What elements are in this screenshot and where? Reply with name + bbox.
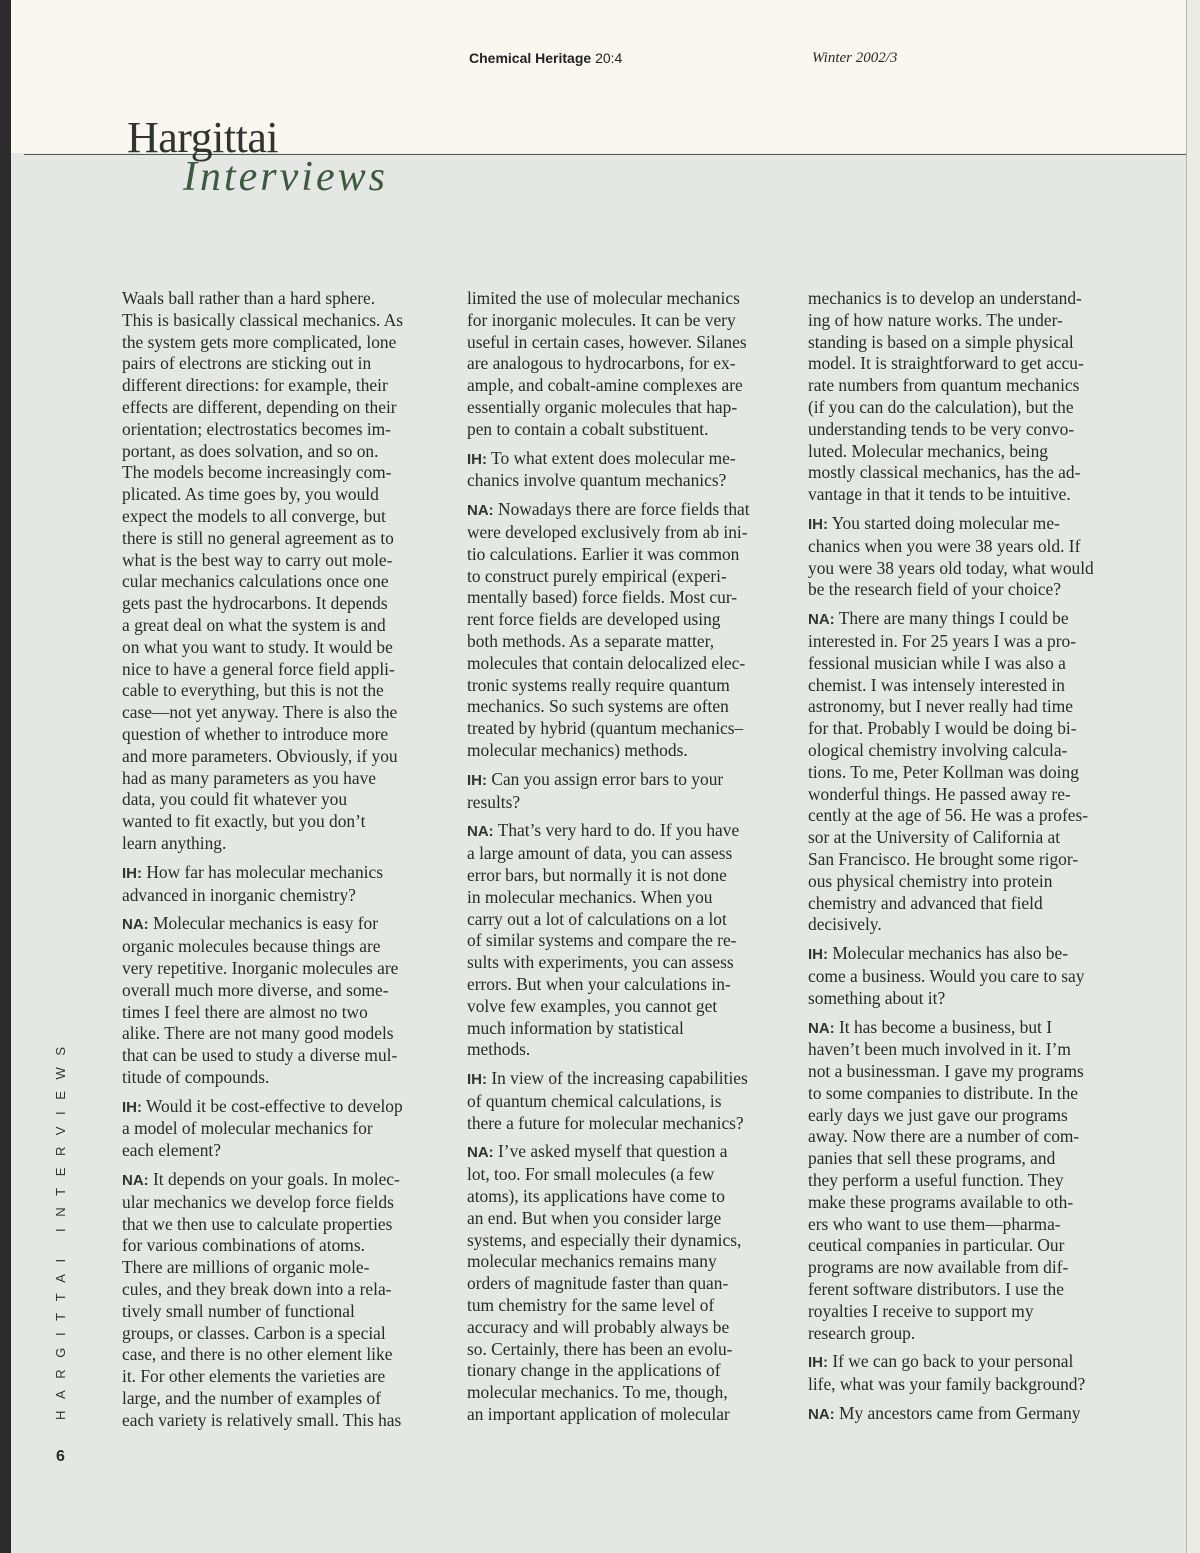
paragraph: [467, 1141, 787, 1425]
speaker-label: IH:: [808, 515, 828, 533]
paragraph: [122, 288, 442, 855]
paragraph-text: It has become a business, but I haven’t been much involved in it. I’m not a businessman. I gave my programs to some companies to distribute. In the early days we just gave our programs away. Now there are a number of com- panies that sell these programs, and they perform a useful function. They make these programs available to oth- ers who want to use them—pharma- ceutical companies in particular. Our programs are now available from dif- ferent software distributors. I use the royalties I receive to support my research group.: [808, 1016, 1084, 1343]
speaker-label: IH:: [808, 946, 828, 964]
paragraph-text: mechanics is to develop an understand- ing of how nature works. The under- standing is based on a simple physical model. It is straightforward to get accu- rate numbers from quantum mechanics (if you can do the calculation), but the understanding tends to be very convo- luted. Molecular mechanics, being mostly classical mechanics, has the ad- vantage in that it tends to be intuitive.: [808, 288, 1084, 505]
paragraph: [122, 913, 442, 1088]
text-column-1: [122, 288, 442, 1439]
text-column-3: [808, 288, 1128, 1433]
paragraph-text: That’s very hard to do. If you have a large amount of data, you can assess error bars, but normally it is not done in molecular mechanics. When you carry out a lot of calculations on a lot of similar systems and compare the re- sults with experiments, you can assess errors. But when your calculations in- volve few examples, you cannot get much information by statistical methods.: [467, 820, 740, 1060]
paragraph: [808, 608, 1128, 936]
paragraph-text: How far has molecular mechanics advanced in inorganic chemistry?: [122, 861, 383, 905]
speaker-label: IH:: [122, 864, 142, 882]
paragraph-text: You started doing molecular me- chanics when you were 38 years old. If you were 38 years old today, what would be the research field of your choice?: [808, 512, 1094, 600]
speaker-label: IH:: [467, 771, 487, 789]
running-header-date: Winter 2002/3: [812, 50, 898, 66]
speaker-label: NA:: [122, 916, 149, 934]
paragraph-text: It depends on your goals. In molec- ular mechanics we develop force fields that we then use to calculate properties for various combinations of atoms. There are millions of organic mole- cules, and they break down into a rela- tively small number of functional groups, or classes. Carbon is a special case, and there is no other element like it. For other elements the varieties are large, and the number of examples of each variety is relatively small. This has: [122, 1169, 402, 1430]
paragraph: [467, 448, 787, 493]
speaker-label: NA:: [122, 1172, 149, 1190]
speaker-label: NA:: [808, 611, 835, 629]
paragraph-text: My ancestors came from Germany: [834, 1403, 1081, 1424]
speaker-label: IH:: [467, 1071, 487, 1089]
paragraph: [467, 820, 787, 1061]
paragraph: [122, 862, 442, 907]
paragraph-text: If we can go back to your personal life, what was your family background?: [808, 1351, 1086, 1395]
paragraph-text: Molecular mechanics is easy for organic molecules because things are very repetitive. Inorganic molecules are overall much more diverse, and some- times I feel there are almost no two alike. There are not many good models that can be used to study a diverse mul- titude of compounds.: [122, 913, 399, 1087]
speaker-label: IH:: [808, 1354, 828, 1372]
paragraph: [808, 513, 1128, 601]
running-header-journal: [469, 50, 622, 66]
paragraph-text: Waals ball rather than a hard sphere. This is basically classical mechanics. As the system gets more complicated, lone pairs of electrons are sticking out in different directions: for example, their effects are different, depending on their orientation; electrostatics becomes im- portant, as does solvation, and so on. The models become increasingly com- plicated. As time goes by, you would expect the models to all converge, but there is still no general agreement as to what is the best way to carry out mole- cular mechanics calculations once one gets past the hydrocarbons. It depends a great deal on what the system is and on what you want to study. It would be nice to have a general force field appli- cable to everything, but this is not the case—not yet anyway. There is also the question of whether to introduce more and more parameters. Obviously, if you had as many parameters as you have data, you could fit whatever you wanted to fit exactly, but you don’t learn anything.: [122, 288, 404, 853]
speaker-label: NA:: [467, 823, 494, 841]
paragraph-text: Nowadays there are force fields that were developed exclusively from ab ini- tio calculations. Earlier it was common to construct purely empirical (experi- mentally based) force fields. Most cur- rent force fields are developed using both methods. As a separate matter, molecules that contain delocalized elec- tronic systems really require quantum mechanics. So such systems are often treated by hybrid (quantum mechanics– molecular mechanics) methods.: [467, 499, 750, 760]
speaker-label: IH:: [122, 1098, 142, 1116]
paragraph: [122, 1169, 442, 1432]
paragraph: [467, 1068, 787, 1134]
speaker-label: NA:: [808, 1019, 835, 1037]
sidebar-section-label: HARGITTAI INTERVIEWS: [53, 1035, 68, 1420]
speaker-label: NA:: [467, 1144, 494, 1162]
issue-number: 20:4: [595, 50, 623, 66]
paragraph-text: There are many things I could be interested in. For 25 years I was a pro- fessional musician while I was also a chemist. I was intensely interested in astronomy, but I never really had time for that. Probably I would be doing bi- ological chemistry involving calcula- tions. To me, Peter Kollman was doing wonderful things. He passed away re- cently at the age of 56. He was a profes- sor at the University of California at San Francisco. He brought some rigor- ous physical chemistry into protein chemistry and advanced that field decisively.: [808, 608, 1089, 935]
paragraph-text: Can you assign error bars to your results?: [467, 768, 724, 812]
paragraph: [808, 943, 1128, 1009]
journal-name: Chemical Heritage: [469, 50, 592, 66]
next-page-edge: [1186, 0, 1200, 1553]
paragraph: [467, 288, 787, 441]
paragraph: [122, 1096, 442, 1162]
paragraph: [808, 1017, 1128, 1345]
paragraph: [467, 499, 787, 762]
text-column-2: [467, 288, 787, 1433]
section-title-interviews: Interviews: [183, 154, 388, 200]
paragraph: [808, 1403, 1128, 1426]
paragraph-text: In view of the increasing capabilities of quantum chemical calculations, is there a future for molecular mechanics?: [467, 1068, 748, 1133]
paragraph-text: I’ve asked myself that question a lot, too. For small molecules (a few atoms), its applications have come to an end. But when you consider large systems, and especially their dynamics, molecular mechanics remains many orders of magnitude faster than quan- tum chemistry for the same level of accuracy and will probably always be so. Certainly, there has been an evolu- tionary change in the applications of molecular mechanics. To me, though, an important application of molecular: [467, 1141, 742, 1425]
paragraph: [467, 769, 787, 814]
paragraph: [808, 288, 1128, 506]
page-number: 6: [56, 1448, 65, 1465]
speaker-label: IH:: [467, 450, 487, 468]
section-title-name: Hargittai: [127, 113, 279, 162]
paragraph-text: To what extent does molecular me- chanics involve quantum mechanics?: [467, 447, 736, 491]
paragraph: [808, 1351, 1128, 1396]
speaker-label: NA:: [467, 502, 494, 520]
speaker-label: NA:: [808, 1406, 835, 1424]
paragraph-text: Molecular mechanics has also be- come a business. Would you care to say something about it?: [808, 943, 1085, 1008]
paragraph-text: limited the use of molecular mechanics for inorganic molecules. It can be very useful in certain cases, however. Silanes are analogous to hydrocarbons, for ex- ample, and cobalt-amine complexes are essentially organic molecules that hap- pen to contain a cobalt substituent.: [467, 288, 747, 439]
paragraph-text: Would it be cost-effective to develop a model of molecular mechanics for each element?: [122, 1095, 403, 1161]
scan-edge: [0, 0, 11, 1553]
